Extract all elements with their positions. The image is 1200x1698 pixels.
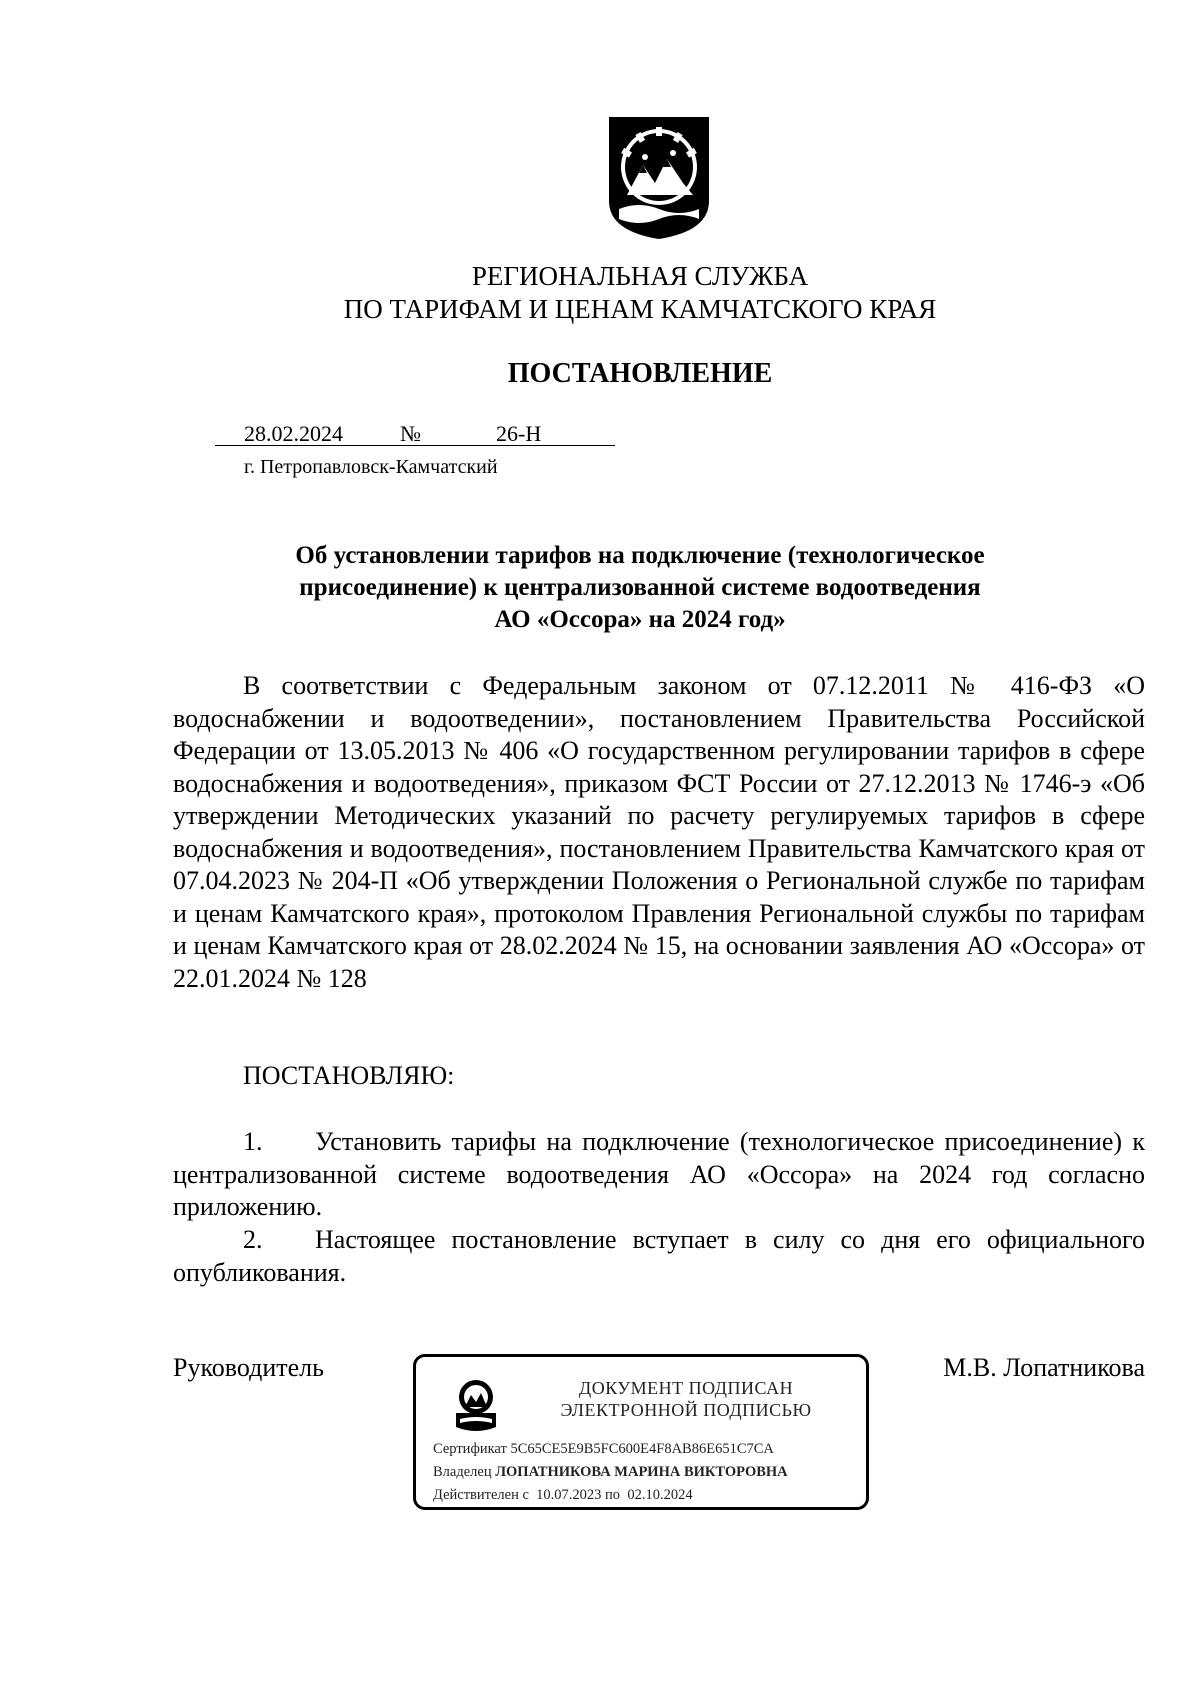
signatory-role: Руководитель bbox=[173, 1353, 324, 1382]
title-line1: Об установлении тарифов на подключение (технологическое bbox=[295, 542, 985, 569]
decree-heading: ПОСТАНОВЛЯЮ: bbox=[243, 1061, 455, 1090]
valid-to-label: по bbox=[605, 1487, 621, 1503]
valid-to-date: 02.10.2024 bbox=[627, 1487, 693, 1503]
stamp-owner-row bbox=[433, 1464, 788, 1481]
owner-label: Владелец bbox=[433, 1464, 492, 1480]
item-text: Установить тарифы на подключение (технологическое присоединение) к централизованной системе водоотведения АО «Оссора» на 2024 год согласно приложению. bbox=[173, 1127, 1145, 1221]
decree-item-2 bbox=[173, 1224, 1145, 1289]
stamp-emblem-icon bbox=[453, 1377, 499, 1435]
certificate-value: 5C65CE5E9B5FC600E4F8AB86E651C7CA bbox=[510, 1441, 774, 1457]
valid-from-label: Действителен с bbox=[433, 1487, 529, 1503]
stamp-certificate-row bbox=[433, 1441, 774, 1458]
owner-value: ЛОПАТНИКОВА МАРИНА ВИКТОРОВНА bbox=[495, 1464, 788, 1480]
item-number: 2. bbox=[243, 1225, 263, 1254]
item-text: Настоящее постановление вступает в силу со дня его официального опубликования. bbox=[173, 1225, 1145, 1287]
document-title bbox=[160, 540, 1120, 636]
document-number: 26-Н bbox=[496, 421, 542, 446]
certificate-label: Сертификат bbox=[433, 1441, 507, 1457]
electronic-signature-stamp bbox=[413, 1354, 869, 1510]
signatory-name: М.В. Лопатникова bbox=[943, 1353, 1145, 1382]
item-number: 1. bbox=[243, 1127, 263, 1156]
document-date: 28.02.2024 bbox=[244, 421, 343, 446]
stamp-heading-line1: ДОКУМЕНТ ПОДПИСАН bbox=[578, 1378, 794, 1398]
title-line2: присоединение) к централизованной системе водоотведения bbox=[299, 574, 981, 601]
document-type: ПОСТАНОВЛЕНИЕ bbox=[507, 358, 773, 389]
stamp-validity-row bbox=[433, 1487, 693, 1504]
stamp-heading-line2: ЭЛЕКТРОННОЙ ПОДПИСЬЮ bbox=[560, 1400, 812, 1420]
document-city: г. Петропавловск-Камчатский bbox=[244, 456, 498, 478]
title-line3: АО «Оссора» на 2024 год» bbox=[494, 606, 786, 633]
decree-item-1 bbox=[173, 1126, 1145, 1224]
organization-name-line2: ПО ТАРИФАМ И ЦЕНАМ КАМЧАТСКОГО КРАЯ bbox=[343, 294, 937, 324]
number-sign: № bbox=[400, 421, 421, 446]
valid-from-date: 10.07.2023 bbox=[536, 1487, 602, 1503]
coat-of-arms-emblem bbox=[605, 113, 713, 241]
organization-name-line1: РЕГИОНАЛЬНАЯ СЛУЖБА bbox=[471, 261, 809, 291]
preamble-paragraph: В соответствии с Федеральным законом от 07.12.2011 № 416-ФЗ «О водоснабжении и водоотведении», постановлением Правительства Российской Федерации от 13.05.2013 № 406 «О государственном регулировании тарифов в сфере водоснабжения и водоотведения», приказом ФСТ России от 27.12.2013 № 1746-э «Об утверждении Методических указаний по расчету регулируемых тарифов в сфере водоснабжения и водоотведения», постановлением Правительства Камчатского края от 07.04.2023 № 204-П «Об утверждении Положения о Региональной службе по тарифам и ценам Камчатского края», протоколом Правления Региональной службы по тарифам и ценам Камчатского края от 28.02.2024 № 15, на основании заявления АО «Оссора» от 22.01.2024 № 128 bbox=[173, 671, 1145, 993]
